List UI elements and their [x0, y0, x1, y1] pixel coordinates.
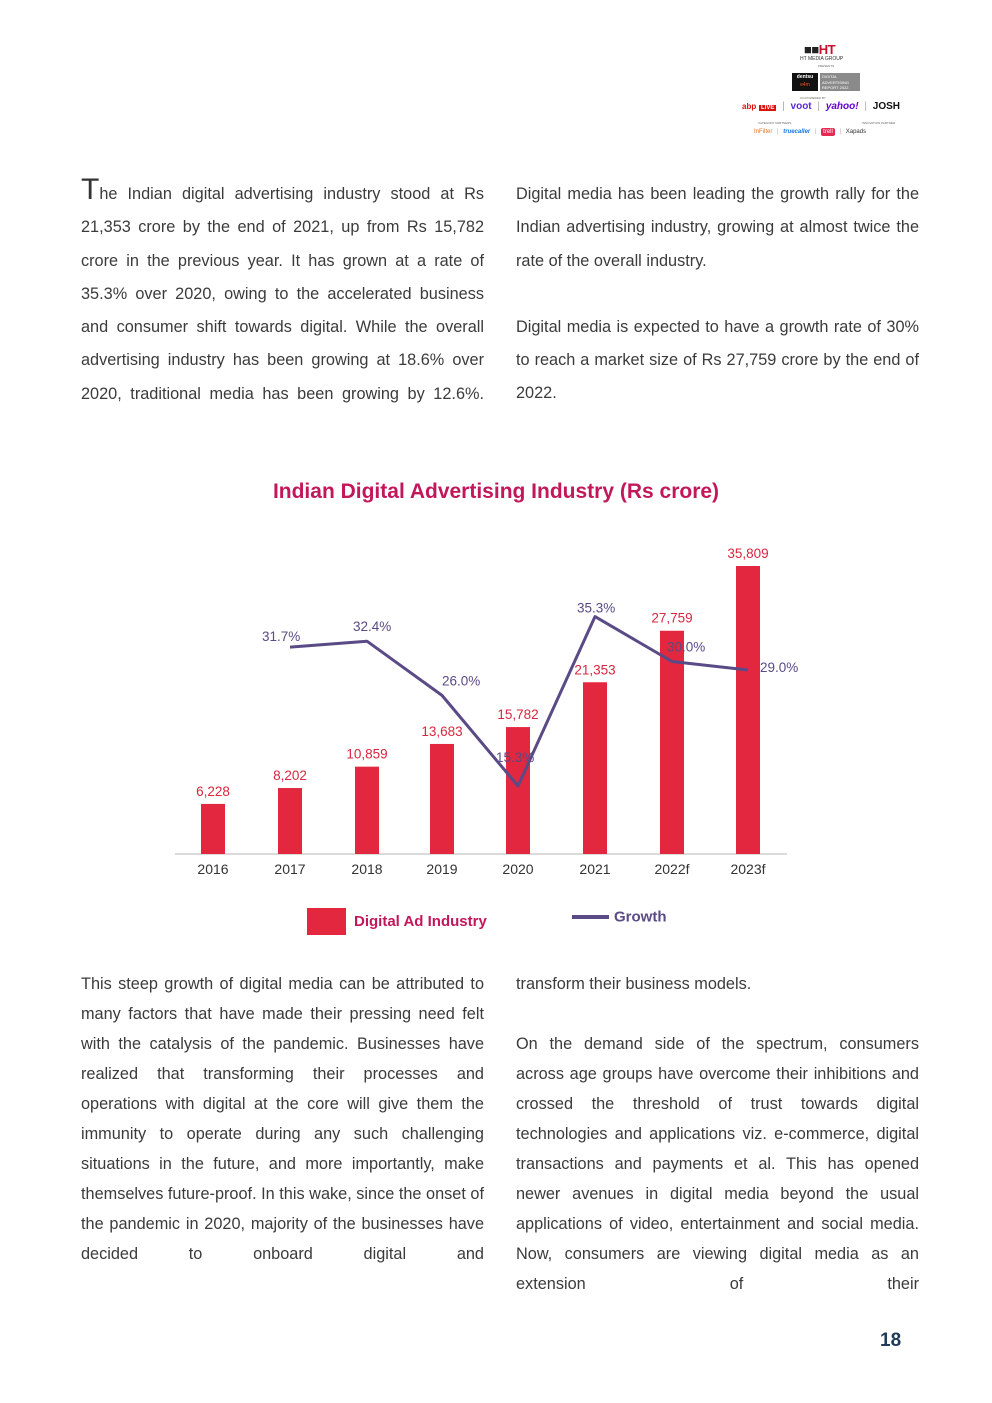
trell-logo: trell [823, 129, 833, 135]
body-paragraph-3: On the demand side of the spectrum, consumers across age groups have overcome their inhibitions and crossed the threshold of trust towards digital technologies and applications viz. e-commerce, digital transactions and payments et al. This has opened newer avenues in digital media beyond the usual applications of video, entertainment and social media. Now, consumers are viewing digital media as an extension of their [516, 1035, 919, 1293]
growth-value-label: 15.3% [496, 750, 535, 766]
growth-value-label: 29.0% [760, 659, 799, 675]
ht-group-label: HT MEDIA GROUP [800, 56, 844, 62]
x-tick-label: 2021 [579, 861, 611, 877]
partner-captions: CATEGORY PARTNERS INNOVATION PARTNER [758, 121, 896, 125]
yahoo-logo: yahoo! [825, 101, 859, 112]
x-tick-label: 2017 [274, 861, 306, 877]
x-tick-label: 2019 [426, 861, 458, 877]
josh-logo: JOSH [872, 101, 900, 112]
bar-value-label: 10,859 [346, 746, 388, 762]
partner-logos-row: abp LIVE | voot | yahoo! | JOSH [742, 101, 900, 112]
dentsu-logo: dentsu e4m [792, 73, 818, 91]
intro-column-left [81, 173, 484, 411]
presents-label: PRESENTS [818, 64, 835, 68]
bar-2016 [201, 804, 225, 854]
x-tick-label: 2023f [730, 861, 766, 877]
infilter-logo: InFilter [754, 129, 773, 135]
page-number: 18 [880, 1330, 902, 1351]
report-logo-block [738, 36, 912, 148]
legend-line [572, 908, 667, 926]
bar-value-label: 27,759 [651, 610, 693, 626]
ht-logo: ■■HT [804, 42, 836, 57]
bar-2020 [506, 727, 530, 854]
bar-2019 [430, 744, 454, 854]
legend-bar-swatch [307, 908, 346, 935]
bar-2023f [736, 566, 760, 854]
truecaller-logo: truecaller [783, 129, 811, 135]
bar-value-label: 15,782 [497, 707, 539, 723]
abp-logo: abp [742, 102, 757, 111]
body-paragraph-2: transform their business models. [516, 975, 752, 993]
drop-cap: T [81, 173, 100, 206]
legend-line-swatch [572, 915, 609, 919]
bar-value-label: 6,228 [196, 783, 230, 799]
x-tick-label: 2022f [654, 861, 690, 877]
growth-value-label: 26.0% [442, 673, 481, 689]
digital-ad-chart [0, 520, 992, 890]
report-badge: DIGITAL ADVERTISING REPORT 2022 [820, 73, 860, 91]
body-column-right [516, 969, 919, 1299]
legend-bar-label: Digital Ad Industry [354, 913, 487, 930]
bar-2021 [583, 682, 607, 854]
bar-value-label: 8,202 [273, 768, 307, 784]
intro-paragraph-2: Digital media has been leading the growth rally for the Indian advertising industry, growing at almost twice the rate of the overall industry. [516, 185, 919, 270]
xapads-logo: Xapads [845, 129, 867, 135]
x-tick-label: 2018 [351, 861, 383, 877]
bar-2022f [660, 631, 684, 854]
chart-title: Indian Digital Advertising Industry (Rs crore) [272, 480, 720, 503]
copowered-label: CO-POWERED BY [800, 96, 826, 100]
growth-value-label: 30.0% [667, 639, 706, 655]
voot-logo: voot [790, 101, 812, 112]
category-partner-logos: InFilter | truecaller | trell | Xapads [754, 129, 867, 135]
intro-paragraph-3: Digital media is expected to have a growth rate of 30% to reach a market size of Rs 27,759 crore by the end of 2022. [516, 317, 919, 403]
growth-value-label: 31.7% [262, 629, 301, 645]
bar-2018 [355, 767, 379, 854]
growth-value-label: 35.3% [577, 600, 616, 616]
growth-value-label: 32.4% [353, 619, 392, 635]
body-paragraph-1: This steep growth of digital media can be attributed to many factors that have made their pressing need felt with the catalysis of the pandemic. Businesses have realized that transforming their processes and operations with digital at the core will give them the immunity to operate during any such challenging situations in the future, and more importantly, make themselves future-proof. In this wake, since the onset of the pandemic in 2020, majority of the businesses have decided to onboard digital and [81, 975, 484, 1263]
bar-value-label: 13,683 [421, 723, 463, 739]
live-badge: LIVE [761, 105, 775, 111]
x-tick-label: 2020 [502, 861, 534, 877]
intro-paragraph-1: he Indian digital advertising industry stood at Rs 21,353 crore by the end of 2021, up from Rs 15,782 crore in the previous year. It has grown at a rate of 35.3% over 2020, owing to the accelerated business and consumer shift towards digital. While the overall advertising industry has been growing at 18.6% over 2020, traditional media has been growing by 12.6%. [81, 185, 484, 403]
bar-value-label: 35,809 [727, 546, 769, 561]
legend-bar [307, 908, 487, 935]
x-tick-label: 2016 [197, 861, 229, 877]
intro-column-right [516, 178, 919, 411]
legend-line-label: Growth [614, 908, 667, 926]
bar-value-label: 21,353 [574, 662, 616, 678]
bar-2017 [278, 788, 302, 854]
body-column-left [81, 969, 484, 1269]
